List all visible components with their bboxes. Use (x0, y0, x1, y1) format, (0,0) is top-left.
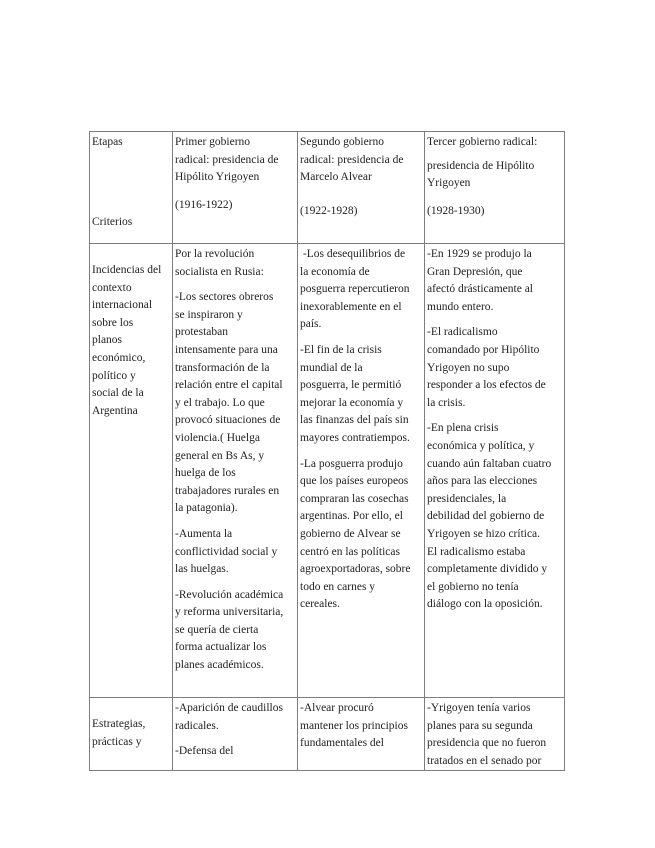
row1-col1 (173, 244, 298, 698)
row1-label-lines: Incidencias del contexto internacional sobre los planos económico, político y social de la Argentina (92, 264, 162, 417)
paragraph: -En 1929 se produjo la Gran Depresión, que afectó drásticamente al mundo entero. (427, 248, 533, 313)
paragraph: -Los sectores obreros se inspiraron y protestaban intensamente para una transformación de la relación entre el capital y el trabajo. Lo que provocó situaciones de violencia.( Huelga general en Bs As, y huelga de los trabajadores rurales en la patagonia). (175, 291, 283, 515)
header-row (90, 132, 565, 244)
header-col2-years: (1922-1928) (300, 204, 358, 217)
row1-col2 (298, 244, 425, 698)
paragraph: -El fin de la crisis mundial de la posguerra, le permitió mejorar la economía y las finanzas del país sin mayores contratiempos. (300, 343, 410, 444)
header-criterios: Criterios (92, 216, 133, 228)
row-estrategias (90, 698, 565, 771)
row2-col1 (173, 698, 298, 771)
header-col2: Segundo gobierno radical: presidencia de Marcelo Alvear (1922-1928) (298, 132, 425, 244)
header-etapas: Etapas (92, 136, 123, 148)
header-label-cell (90, 132, 173, 244)
row2-label (90, 698, 173, 771)
header-col3-years: (1928-1930) (427, 204, 485, 217)
header-col1-years: (1916-1922) (175, 198, 233, 211)
header-col3: Tercer gobierno radical: presidencia de Hipólito Yrigoyen (1928-1930) (425, 132, 565, 244)
row-incidencias (90, 244, 565, 698)
paragraph: -Yrigoyen tenía varios planes para su segunda presidencia que no fueron tratados en el senado por (427, 702, 547, 767)
paragraph: -Revolución académica y reforma universitaria, se quería de cierta forma actualizar los planes académicos. (175, 588, 284, 672)
paragraph: -En plena crisis económica y política, y cuando aún faltaban cuatro años para las elecciones presidenciales, la debilidad del gobierno de Yrigoyen se hizo crítica. El radicalismo estaba completamente dividido y el gobierno no tenía diálogo con la oposición. (427, 422, 552, 611)
row1-label (90, 244, 173, 698)
paragraph: -Los desequilibrios de la economía de posguerra repercutieron inexorablemente en el país. (300, 248, 410, 331)
paragraph: -Defensa del (175, 745, 234, 758)
paragraph: -Alvear procuró mantener los principios fundamentales del (300, 702, 408, 750)
paragraph: -La posguerra produjo que los países europeos compraran las cosechas argentinas. Por ello, el gobierno de Alvear se centró en las políticas agroexportadoras, sobre todo en carnes y cereales. (300, 457, 411, 611)
paragraph: Por la revolución socialista en Rusia: (175, 248, 264, 278)
paragraph: -Aumenta la conflictividad social y las huelgas. (175, 527, 278, 576)
row2-col3 (425, 698, 565, 771)
row1-col3 (425, 244, 565, 698)
row2-col2 (298, 698, 425, 771)
paragraph: -El radicalismo comandado por Hipólito Yrigoyen no supo responder a los efectos de la crisis. (427, 326, 546, 409)
row2-label-lines: Estrategias, prácticas y (92, 718, 146, 748)
header-col1: Primer gobierno radical: presidencia de Hipólito Yrigoyen (1916-1922) (173, 132, 298, 244)
comparison-table (89, 131, 565, 771)
paragraph: -Aparición de caudillos radicales. (175, 702, 283, 732)
